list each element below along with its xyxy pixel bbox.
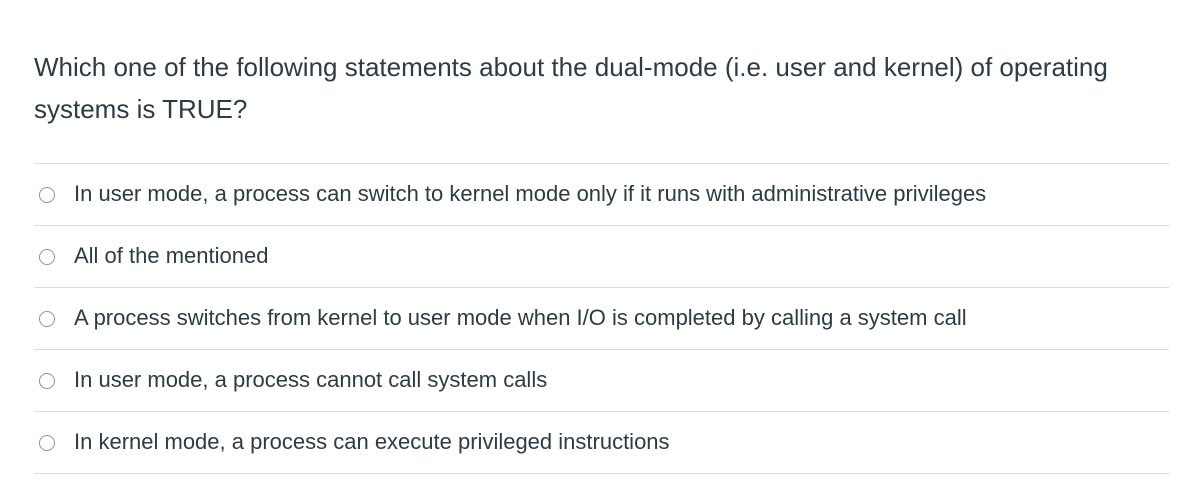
answer-label[interactable]: In user mode, a process cannot call system calls [74,367,548,392]
answer-list [34,163,1169,474]
radio-button-icon[interactable] [39,187,55,203]
answer-option[interactable] [34,288,1169,350]
answer-option[interactable] [34,412,1169,474]
question-text: Which one of the following statements about the dual-mode (i.e. user and kernel) of operating systems is TRUE? [34,52,1108,124]
radio-button-icon[interactable] [39,373,55,389]
answer-label[interactable]: In kernel mode, a process can execute privileged instructions [74,429,670,454]
radio-button-icon[interactable] [39,249,55,265]
answer-label[interactable]: In user mode, a process can switch to kernel mode only if it runs with administrative privileges [74,181,987,206]
answer-label[interactable]: All of the mentioned [74,243,269,268]
answer-label[interactable]: A process switches from kernel to user mode when I/O is completed by calling a system call [74,305,967,330]
radio-button-icon[interactable] [39,311,55,327]
answer-option[interactable] [34,350,1169,412]
answer-option[interactable] [34,164,1169,226]
answer-option[interactable] [34,226,1169,288]
radio-button-icon[interactable] [39,435,55,451]
